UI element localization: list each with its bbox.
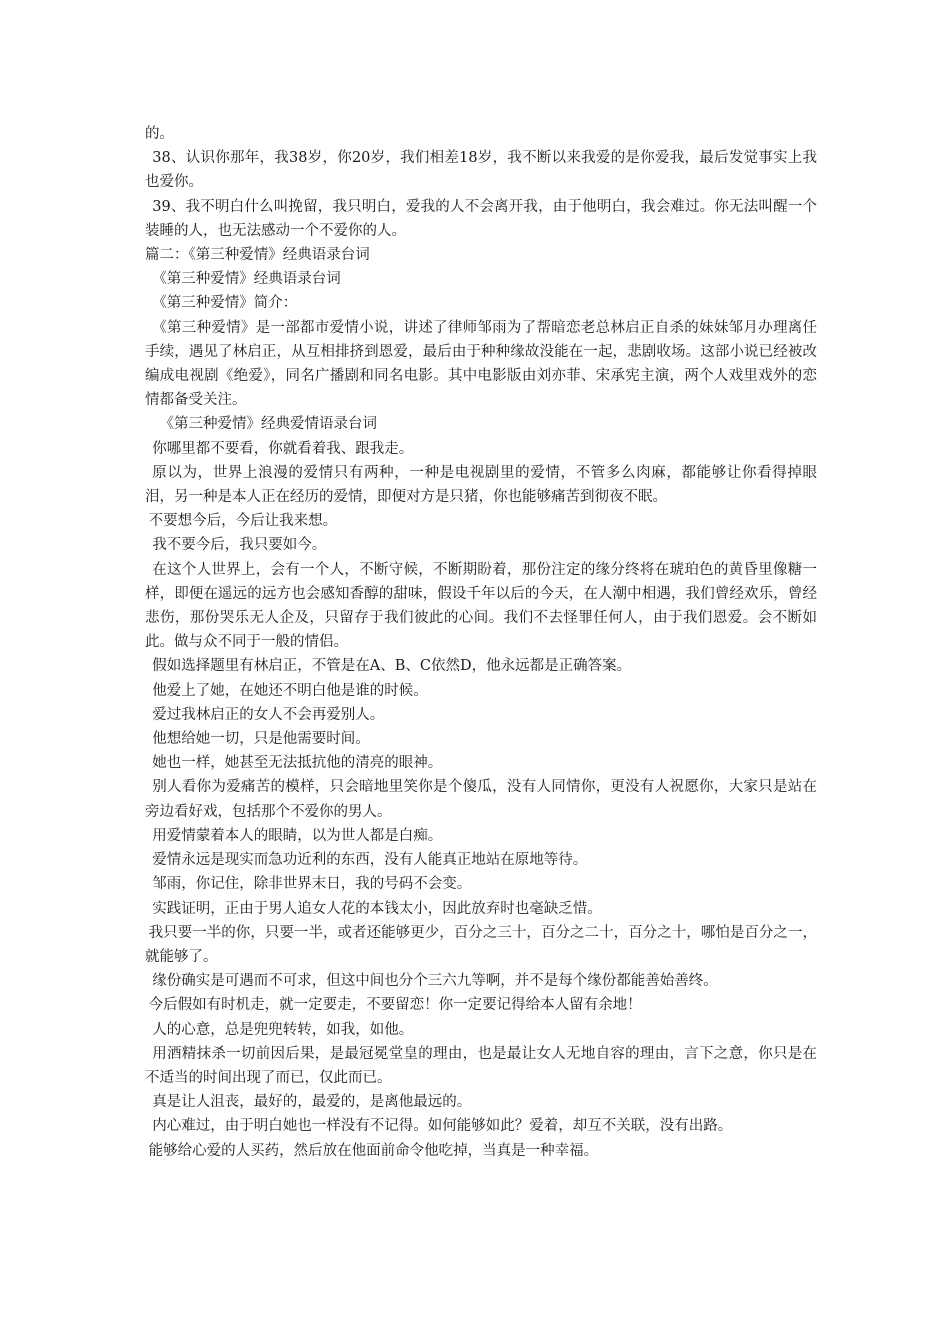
paragraph: 邹雨，你记住，除非世界末日，我的号码不会变。 — [152, 876, 472, 893]
paragraph: 今后假如有时机走，就一定要走，不要留恋！你一定要记得给本人留有余地！ — [148, 997, 642, 1014]
paragraph: 《第三种爱情》经典语录台词 — [152, 271, 341, 288]
paragraph: 别人看你为爱痛苦的模样，只会暗地里笑你是个傻瓜，没有人同情你，更没有人祝愿你，大家只是站在旁边看好戏，包括那个不爱你的男人。 — [145, 779, 817, 820]
paragraph: 《第三种爱情》经典爱情语录台词 — [159, 416, 377, 433]
paragraph: 他爱上了她，在她还不明白他是谁的时候。 — [152, 682, 428, 699]
paragraph: 你哪里都不要看，你就看着我、跟我走。 — [152, 440, 414, 457]
paragraph: 《第三种爱情》简介： — [152, 295, 298, 312]
paragraph: 假如选择题里有林启正，不管是在A、B、C依然D，他永远都是正确答案。 — [152, 658, 632, 675]
document-body — [145, 122, 817, 1163]
paragraph: 的。 — [145, 126, 174, 142]
paragraph: 《第三种爱情》是一部都市爱情小说，讲述了律师邹雨为了帮暗恋老总林启正自杀的妹妹邹月办理离任手续，遇见了林启正，从互相排挤到恩爱，最后由于种种缘故没能在一起，悲剧收场。这部小说已经被改编成电视剧《绝爱》，同名广播剧和同名电影。其中电影版由刘亦菲、宋承宪主演，两个人戏里戏外的恋情都备受关注。 — [145, 319, 817, 409]
paragraph: 我不要今后，我只要如今。 — [152, 537, 327, 554]
paragraph: 用酒精抹杀一切前因后果，是最冠冕堂皇的理由，也是最让女人无地自容的理由，言下之意，你只是在不适当的时间出现了而已，仅此而已。 — [145, 1045, 817, 1086]
paragraph: 爱过我林启正的女人不会再爱别人。 — [152, 706, 385, 723]
paragraph: 能够给心爱的人买药，然后放在他面前命令他吃掉，当真是一种幸福。 — [148, 1142, 599, 1159]
paragraph: 原以为，世界上浪漫的爱情只有两种，一种是电视剧里的爱情，不管多么肉麻，都能够让你看得掉眼泪，另一种是本人正在经历的爱情，即便对方是只猪，你也能够痛苦到彻夜不眠。 — [145, 464, 817, 506]
paragraph: 真是让人沮丧，最好的，最爱的，是离他最远的。 — [152, 1094, 472, 1111]
paragraph: 在这个人世界上，会有一个人，不断守候，不断期盼着，那份注定的缘分终将在琥珀色的黄昏里像糖一样，即便在遥远的远方也会感知香醇的甜味，假设千年以后的今天，在人潮中相遇，我们曾经欢乐，曾经悲伤，那份哭乐无人企及，只留存于我们彼此的心间。我们不去怪罪任何人，由于我们恩爱。会不断如此。做与众不同于一般的情侣。 — [145, 561, 817, 651]
paragraph: 他想给她一切，只是他需要时间。 — [152, 731, 370, 748]
paragraph: 实践证明，正由于男人追女人花的本钱太小，因此放弃时也毫缺乏惜。 — [152, 900, 602, 917]
paragraph: 不要想今后，今后让我来想。 — [148, 513, 338, 530]
paragraph: 篇二：《第三种爱情》经典语录台词 — [145, 247, 370, 264]
paragraph: 38、认识你那年，我38岁，你20岁，我们相差18岁，我不断以来我爱的是你爱我，最后发觉事实上我也爱你。 — [145, 150, 817, 191]
paragraph: 用爱情蒙着本人的眼睛，以为世人都是白痴。 — [152, 827, 443, 844]
paragraph: 爱情永远是现实而急功近利的东西，没有人能真正地站在原地等待。 — [152, 852, 588, 869]
paragraph: 我只要一半的你，只要一半，或者还能够更少，百分之三十，百分之二十，百分之十，哪怕是百分之一，就能够了。 — [145, 924, 817, 965]
document-page — [145, 122, 817, 1163]
paragraph: 内心难过，由于明白她也一样没有不记得。如何能够如此？爱着，却互不关联，没有出路。 — [152, 1118, 733, 1135]
paragraph: 缘份确实是可遇而不可求，但这中间也分个三六九等啊，并不是每个缘份都能善始善终。 — [152, 973, 718, 990]
paragraph: 39、我不明白什么叫挽留，我只明白，爱我的人不会离开我，由于他明白，我会难过。你无法叫醒一个装睡的人，也无法感动一个不爱你的人。 — [145, 198, 817, 239]
paragraph: 人的心意，总是兜兜转转，如我，如他。 — [152, 1021, 414, 1038]
paragraph: 她也一样，她甚至无法抵抗他的清亮的眼神。 — [152, 755, 443, 772]
